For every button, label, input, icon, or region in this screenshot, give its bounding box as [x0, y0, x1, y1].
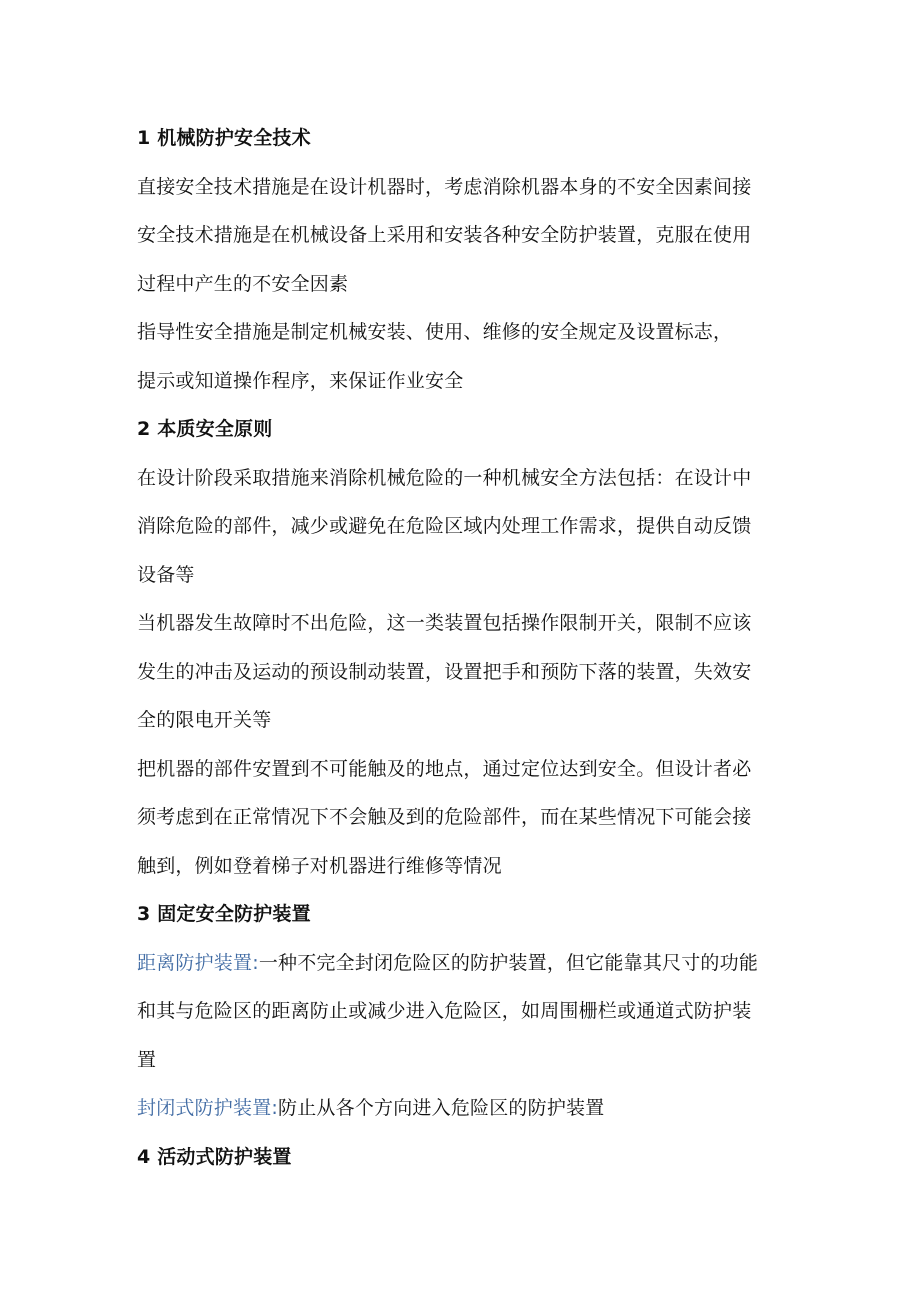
- definition-text: 防止从各个方向进入危险区的防护装置: [278, 1097, 605, 1119]
- paragraph-line: 触到，例如登着梯子对机器进行维修等情况: [137, 854, 502, 877]
- paragraph-line: 须考虑到在正常情况下不会触及到的危险部件，而在某些情况下可能会接: [137, 806, 752, 828]
- paragraph-line: 在设计阶段采取措施来消除机械危险的一种机械安全方法包括：在设计中: [137, 466, 752, 489]
- paragraph-line: 安全技术措施是在机械设备上采用和安装各种安全防护装置，克服在使用: [137, 224, 752, 246]
- section-heading-3: 3 固定安全防护装置: [137, 903, 311, 925]
- term-distance-guard: 距离防护装置:: [137, 951, 259, 974]
- paragraph-line: 设备等: [137, 563, 195, 586]
- paragraph-line: 置: [137, 1048, 157, 1071]
- paragraph-line: 直接安全技术措施是在设计机器时，考虑消除机器本身的不安全因素间接: [137, 175, 752, 198]
- paragraph-line: 指导性安全措施是制定机械安装、使用、维修的安全规定及设置标志，: [137, 321, 733, 343]
- section-heading-2: 2 本质安全原则: [137, 418, 273, 440]
- term-closed-guard: 封闭式防护装置:: [137, 1097, 279, 1119]
- definition-line-distance-guard: [137, 939, 797, 988]
- definition-text: 一种不完全封闭危险区的防护装置，但它能靠其尺寸的功能: [258, 951, 759, 974]
- paragraph-line: 提示或知道操作程序，来保证作业安全: [137, 369, 464, 392]
- paragraph-line: 当机器发生故障时不出危险，这一类装置包括操作限制开关，限制不应该: [137, 612, 752, 634]
- paragraph-line: 发生的冲击及运动的预设制动装置，设置把手和预防下落的装置，失效安: [137, 660, 752, 683]
- paragraph-line: 过程中产生的不安全因素: [137, 272, 349, 295]
- paragraph-line: 消除危险的部件，减少或避免在危险区域内处理工作需求，提供自动反馈: [137, 515, 752, 537]
- section-heading-1: 1 机械防护安全技术: [137, 127, 311, 149]
- paragraph-line: 和其与危险区的距离防止或减少进入危险区，如周围栅栏或通道式防护装: [137, 1000, 752, 1022]
- paragraph-line: 把机器的部件安置到不可能触及的地点，通过定位达到安全。但设计者必: [137, 757, 752, 780]
- document-page: [137, 114, 797, 1181]
- definition-line-closed-guard: [137, 1084, 797, 1133]
- section-heading-4: 4 活动式防护装置: [137, 1145, 292, 1168]
- paragraph-line: 全的限电开关等: [137, 709, 272, 731]
